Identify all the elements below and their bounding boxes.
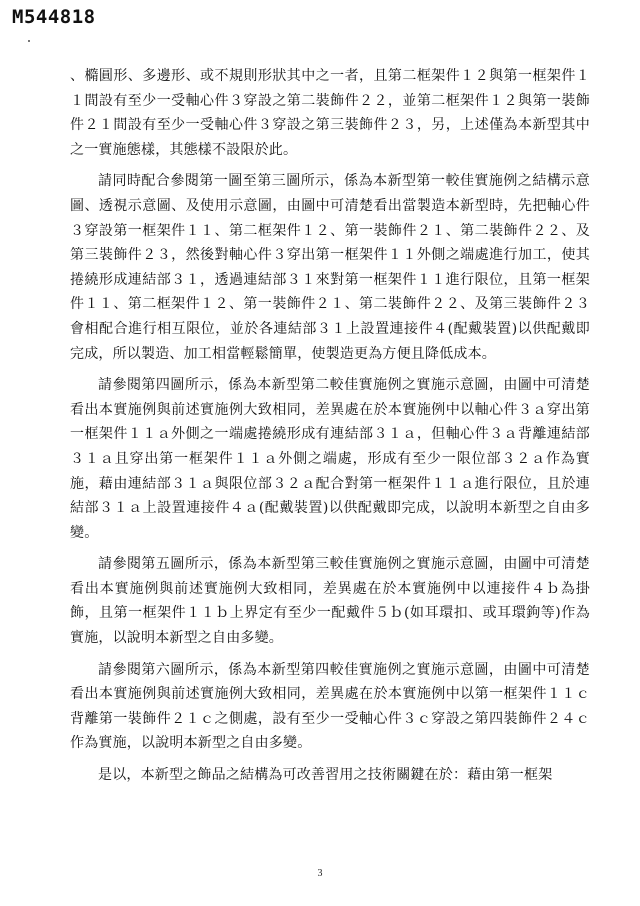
page-number: 3 <box>317 868 323 879</box>
paragraph-1: 、橢圓形、多邊形、或不規則形狀其中之一者，且第二框架件１２與第一框架件１１間設有至少一受軸心件３穿設之第二裝飾件２２，並第二框架件１２與第一裝飾件２１間設有至少一受軸心件３穿設之第三裝飾件２３，另，上述僅為本新型其中之一實施態樣，其態樣不設限於此。 <box>70 68 590 158</box>
scan-speck <box>28 40 30 42</box>
paragraph-2: 請同時配合參閱第一圖至第三圖所示，係為本新型第一較佳實施例之結構示意圖、透視示意圖、及使用示意圖，由圖中可清楚看出當製造本新型時，先把軸心件３穿設第一框架件１１、第二框架件１２、第一裝飾件２１、第二裝飾件２２、及第三裝飾件２３，然後對軸心件３穿出第一框架件１１外側之端處進行加工，使其捲繞形成連結部３１，透過連結部３１來對第一框架件１１進行限位，且第一框架件１１、第二框架件１２、第一裝飾件２１、第二裝飾件２２、及第三裝飾件２３會相配合進行相互限位，並於各連結部３１上設置連接件４(配戴裝置)以供配戴即完成，所以製造、加工相當輕鬆簡單，使製造更為方便且降低成本。 <box>70 173 590 362</box>
document-body <box>70 64 590 795</box>
paragraph-5: 請參閱第六圖所示，係為本新型第四較佳實施例之實施示意圖，由圖中可清楚看出本實施例與前述實施例大致相同，差異處在於本實施例中以第一框架件１１ｃ背離第一裝飾件２１ｃ之側處，設有至少一受軸心件３ｃ穿設之第四裝飾件２４ｃ作為實施，以說明本新型之自由多變。 <box>70 661 590 752</box>
paragraph-4: 請參閱第五圖所示，係為本新型第三較佳實施例之實施示意圖，由圖中可清楚看出本實施例與前述實施例大致相同，差異處在於本實施例中以連接件４ｂ為掛飾，且第一框架件１１ｂ上界定有至少一配戴件５ｂ(如耳環扣、或耳環鉤等)作為實施，以說明本新型之自由多變。 <box>70 556 590 647</box>
document-id: M544818 <box>12 6 96 28</box>
paragraph-3: 請參閱第四圖所示，係為本新型第二較佳實施例之實施示意圖，由圖中可清楚看出本實施例與前述實施例大致相同，差異處在於本實施例中以軸心件３ａ穿出第一框架件１１ａ外側之一端處捲繞形成有連結部３１ａ，但軸心件３ａ背離連結部３１ａ且穿出第一框架件１１ａ外側之端處，形成有至少一限位部３２ａ作為實施，藉由連結部３１ａ與限位部３２ａ配合對第一框架件１１ａ進行限位，且於連結部３１ａ上設置連接件４ａ(配戴裝置)以供配戴即完成，以說明本新型之自由多變。 <box>70 377 590 541</box>
paragraph-6: 是以，本新型之飾品之結構為可改善習用之技術關鍵在於：藉由第一框架 <box>98 767 553 784</box>
